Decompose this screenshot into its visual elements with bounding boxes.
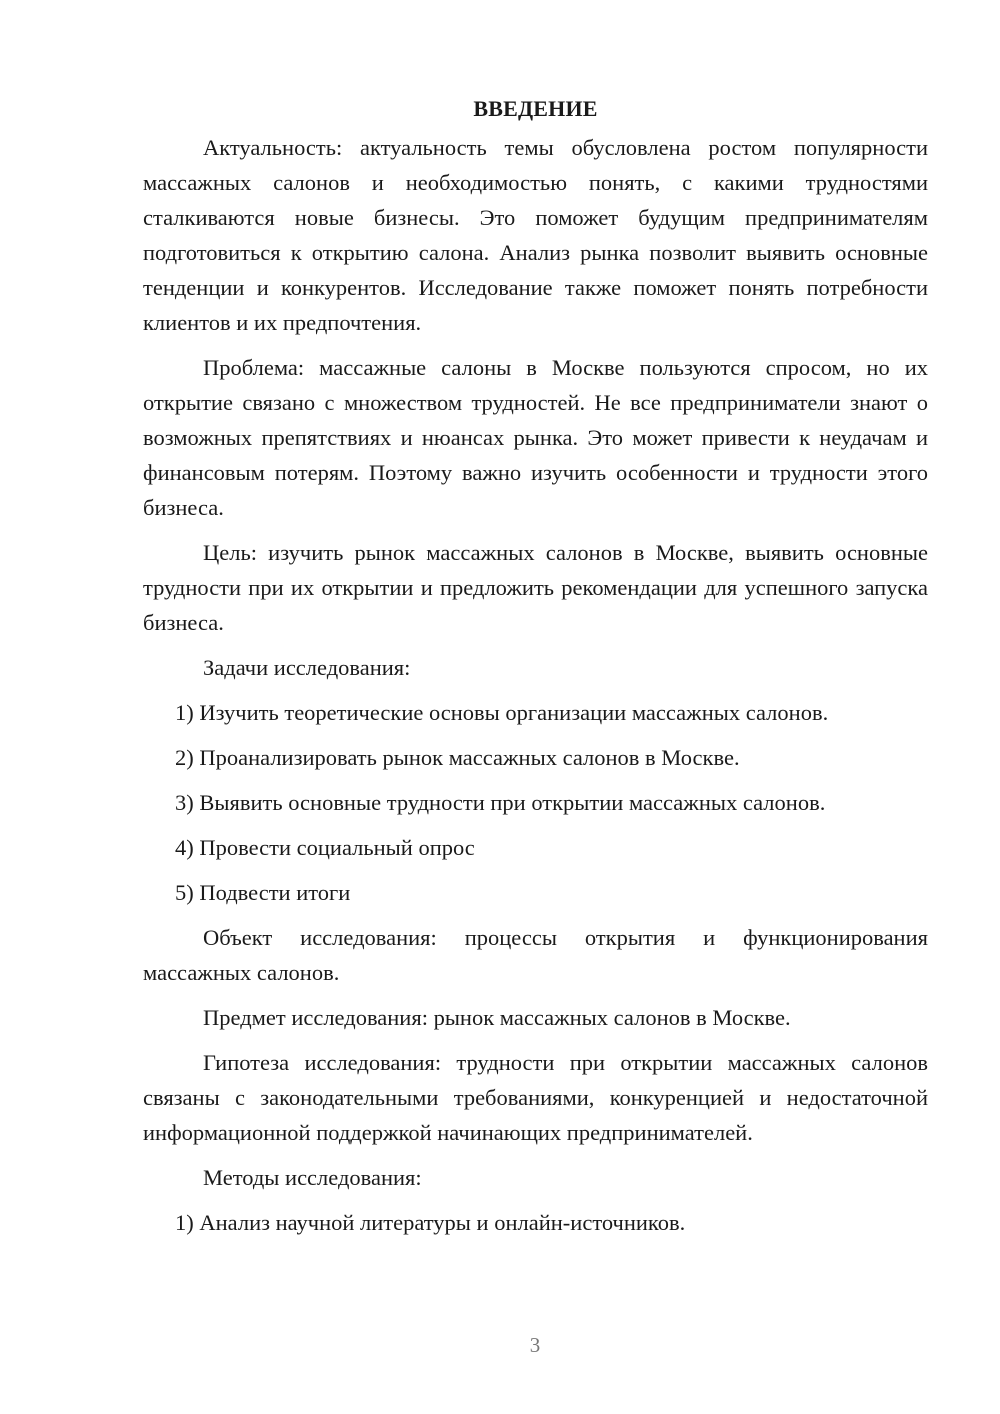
list-item: 1) Изучить теоретические основы организации массажных салонов. (175, 700, 829, 725)
list-item: 2) Проанализировать рынок массажных салонов в Москве. (175, 745, 740, 770)
list-item: 5) Подвести итоги (175, 880, 351, 905)
page-number: 3 (529, 1333, 541, 1357)
methods-list (143, 1205, 928, 1240)
tasks-heading: Задачи исследования: (203, 655, 411, 680)
object-paragraph: Объект исследования: процессы открытия и функционирования массажных салонов. (143, 925, 928, 985)
goal-paragraph: Цель: изучить рынок массажных салонов в Москве, выявить основные трудности при их открытии и предложить рекомендации для успешного запуска бизнеса. (143, 540, 928, 635)
document-page (143, 92, 928, 1240)
relevance-paragraph: Актуальность: актуальность темы обусловлена ростом популярности массажных салонов и необходимостью понять, с какими трудностями сталкиваются новые бизнесы. Это поможет будущим предпринимателям подготовиться к открытию салона. Анализ рынка позволит выявить основные тенденции и конкурентов. Исследование также поможет понять потребности клиентов и их предпочтения. (143, 135, 928, 335)
hypothesis-paragraph: Гипотеза исследования: трудности при открытии массажных салонов связаны с законодательными требованиями, конкуренцией и недостаточной информационной поддержкой начинающих предпринимателей. (143, 1050, 928, 1145)
list-item: 4) Провести социальный опрос (175, 835, 475, 860)
subject-paragraph: Предмет исследования: рынок массажных салонов в Москве. (203, 1005, 791, 1030)
methods-heading: Методы исследования: (203, 1165, 422, 1190)
problem-paragraph: Проблема: массажные салоны в Москве пользуются спросом, но их открытие связано с множеством трудностей. Не все предприниматели знают о возможных препятствиях и нюансах рынка. Это может привести к неудачам и финансовым потерям. Поэтому важно изучить особенности и трудности этого бизнеса. (143, 355, 928, 520)
section-title: ВВЕДЕНИЕ (473, 96, 598, 121)
list-item: 1) Анализ научной литературы и онлайн-источников. (175, 1210, 686, 1235)
list-item: 3) Выявить основные трудности при открытии массажных салонов. (175, 790, 826, 815)
tasks-list (143, 695, 928, 910)
